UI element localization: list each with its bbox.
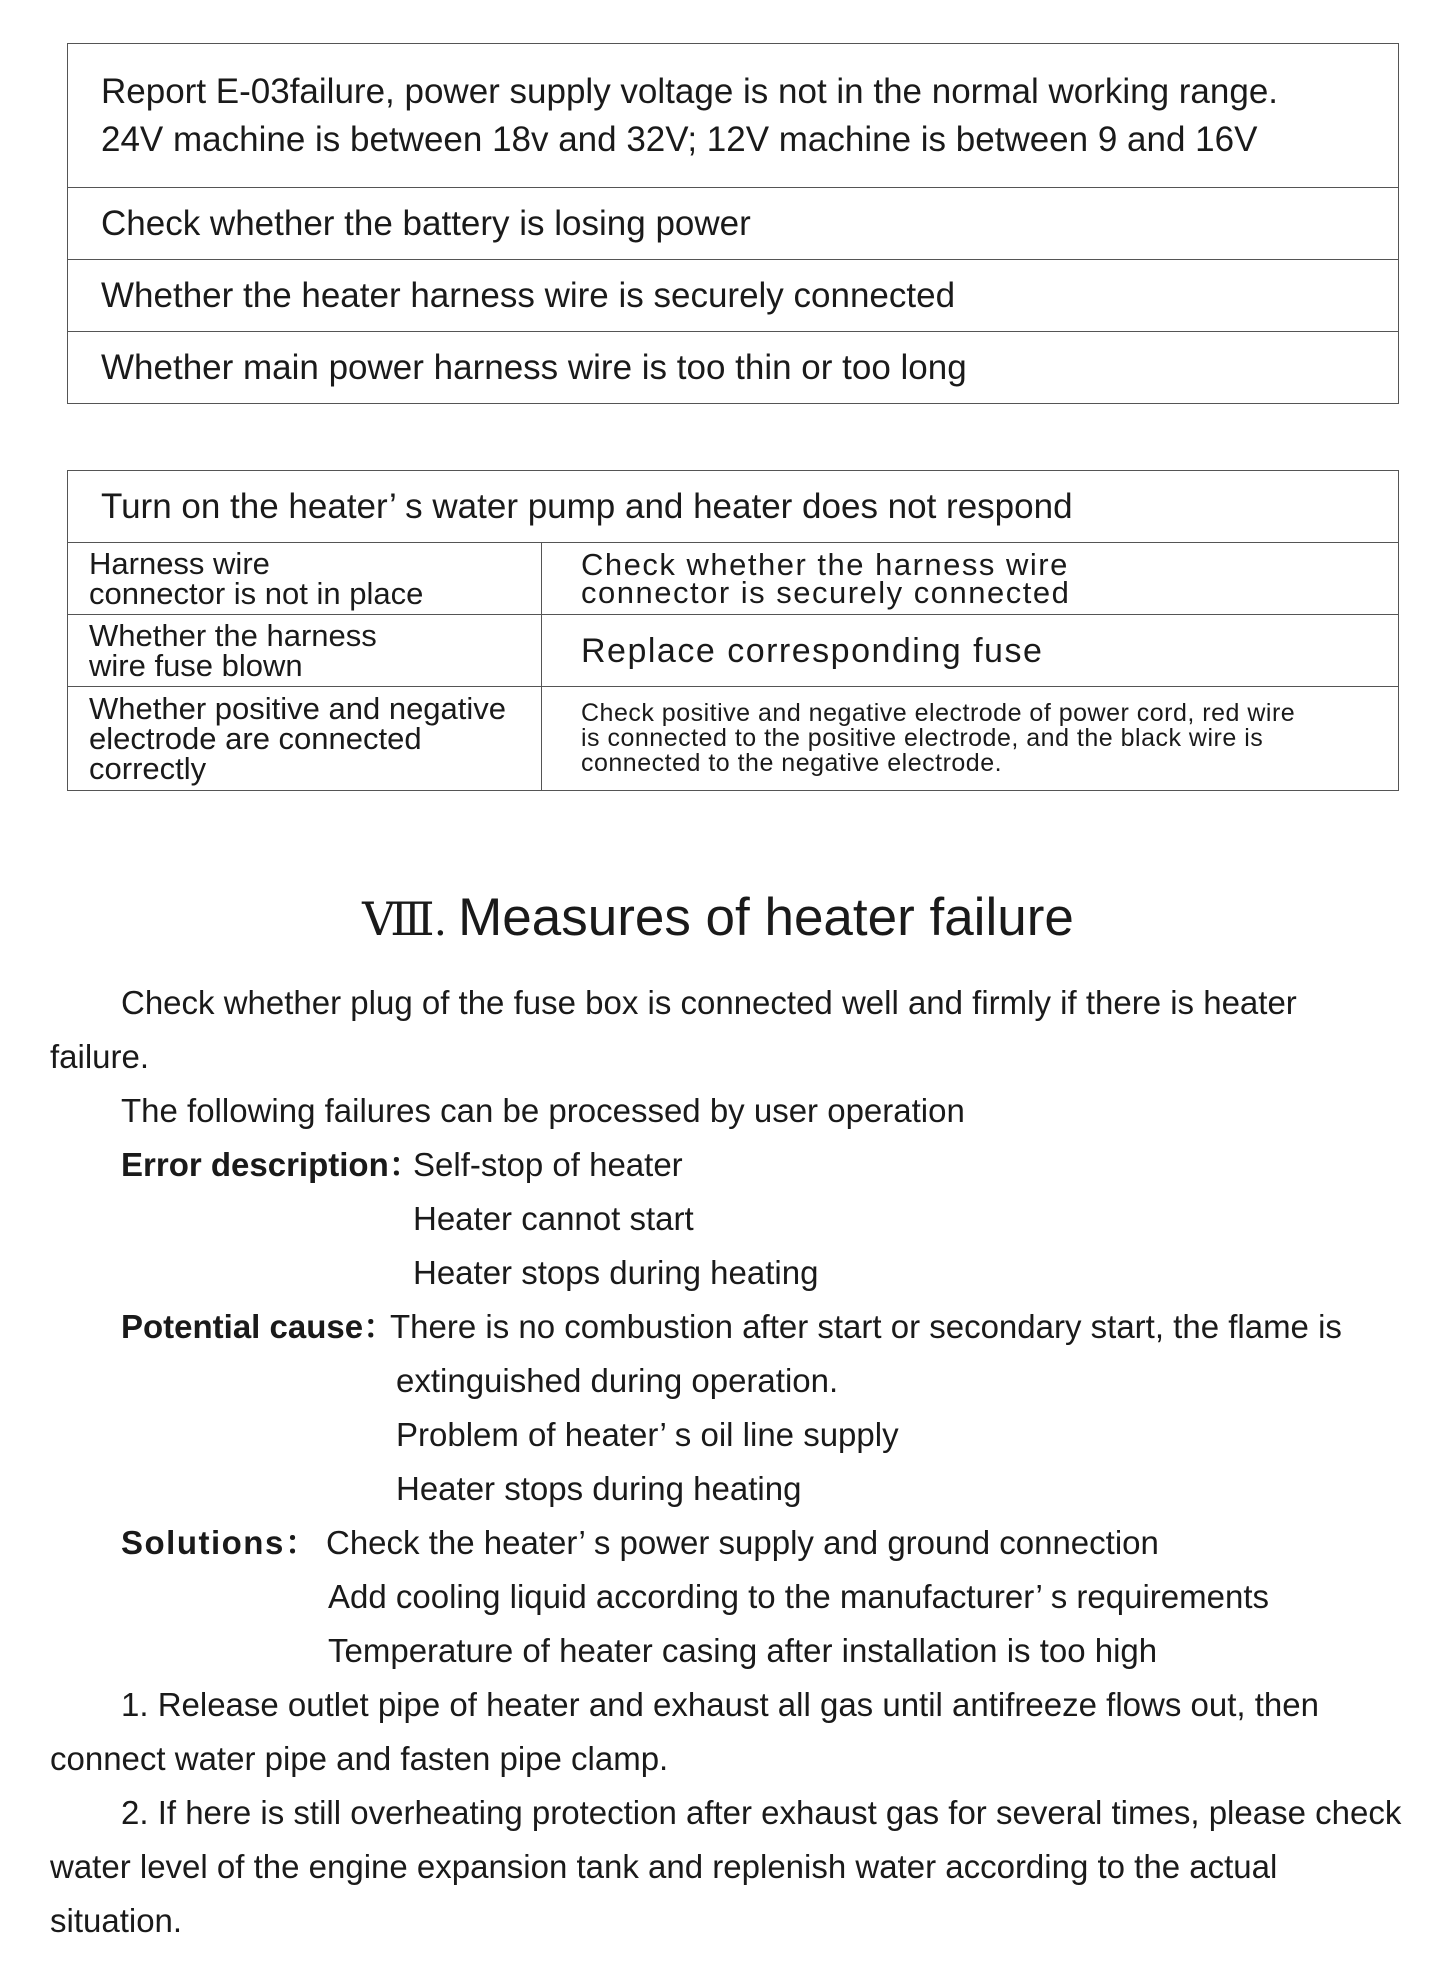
potential-cause-label: Potential cause： <box>121 1308 397 1345</box>
solution-cell <box>542 543 1399 615</box>
solution-line: connector is securely connected <box>581 574 1071 610</box>
table-header-cell: Turn on the heater’ s water pump and heater does not respond <box>68 471 1399 543</box>
table-row <box>68 687 1399 791</box>
table-row <box>68 44 1399 188</box>
solution-line: Replace corresponding fuse <box>581 631 1044 670</box>
cause-item: There is no combustion after start or secondary start, the flame is <box>390 1308 1342 1345</box>
table-row <box>68 615 1399 687</box>
section-title: Measures of heater failure <box>458 888 1074 947</box>
cause-cell <box>68 687 542 791</box>
pump-no-response-table <box>67 470 1399 791</box>
solution-line: Check positive and negative electrode of power cord, red wire <box>581 699 1296 727</box>
header-line: 24V machine is between 18v and 32V; 12V machine is between 9 and 16V <box>101 119 1258 159</box>
table-row <box>68 543 1399 615</box>
cause-item: extinguished during operation. <box>396 1362 839 1399</box>
solution-line: is connected to the positive electrode, and the black wire is <box>581 724 1264 752</box>
table-row <box>68 188 1399 260</box>
solutions-label: Solutions： <box>121 1524 320 1561</box>
header-line: Report E-03failure, power supply voltage is not in the normal working range. <box>101 71 1279 111</box>
solution-cell <box>542 687 1399 791</box>
step-2: situation. <box>50 1902 183 1939</box>
step-1: 1. Release outlet pipe of heater and exhaust all gas until antifreeze flows out, then <box>121 1686 1319 1723</box>
cause-line: Harness wire <box>89 545 270 581</box>
step-2: water level of the engine expansion tank and replenish water according to the actual <box>50 1848 1278 1885</box>
table-header-cell <box>68 44 1399 188</box>
table-row <box>68 471 1399 543</box>
table-cell: Whether main power harness wire is too thin or too long <box>68 332 1399 404</box>
solution-cell <box>542 615 1399 687</box>
section-number: Ⅷ. <box>362 894 447 945</box>
error-item: Self-stop of heater <box>413 1146 683 1183</box>
error-item: Heater stops during heating <box>413 1254 819 1291</box>
solution-line: Check whether the harness wire <box>581 546 1069 582</box>
cause-line: electrode are connected correctly <box>89 720 422 786</box>
cause-cell <box>68 543 542 615</box>
cause-item: Heater stops during heating <box>396 1470 802 1507</box>
solution-item: Add cooling liquid according to the manufacturer’ s requirements <box>328 1578 1270 1615</box>
intro-paragraph: failure. <box>50 1038 150 1075</box>
table-cell: Check whether the battery is losing power <box>68 188 1399 260</box>
table-cell: Whether the heater harness wire is securely connected <box>68 260 1399 332</box>
solution-item: Check the heater’ s power supply and ground connection <box>326 1524 1159 1561</box>
cause-item: Problem of heater’ s oil line supply <box>396 1416 899 1453</box>
table-row <box>68 260 1399 332</box>
step-2: 2. If here is still overheating protection after exhaust gas for several times, please check <box>121 1794 1402 1831</box>
step-1: connect water pipe and fasten pipe clamp. <box>50 1740 669 1777</box>
cause-line: connector is not in place <box>89 575 424 611</box>
section-heading <box>0 883 1436 955</box>
solution-line: connected to the negative electrode. <box>581 749 1003 777</box>
error-description-label: Error description： <box>121 1146 422 1183</box>
voltage-failure-table <box>67 43 1399 404</box>
solution-item: Temperature of heater casing after installation is too high <box>328 1632 1158 1669</box>
intro-paragraph-2: The following failures can be processed by user operation <box>121 1092 965 1129</box>
table-row <box>68 332 1399 404</box>
cause-line: wire fuse blown <box>89 647 303 683</box>
intro-paragraph: Check whether plug of the fuse box is connected well and firmly if there is heater <box>121 984 1297 1021</box>
error-item: Heater cannot start <box>413 1200 694 1237</box>
cause-cell <box>68 615 542 687</box>
cause-line: Whether the harness <box>89 617 377 653</box>
cause-line: Whether positive and negative <box>89 690 507 726</box>
